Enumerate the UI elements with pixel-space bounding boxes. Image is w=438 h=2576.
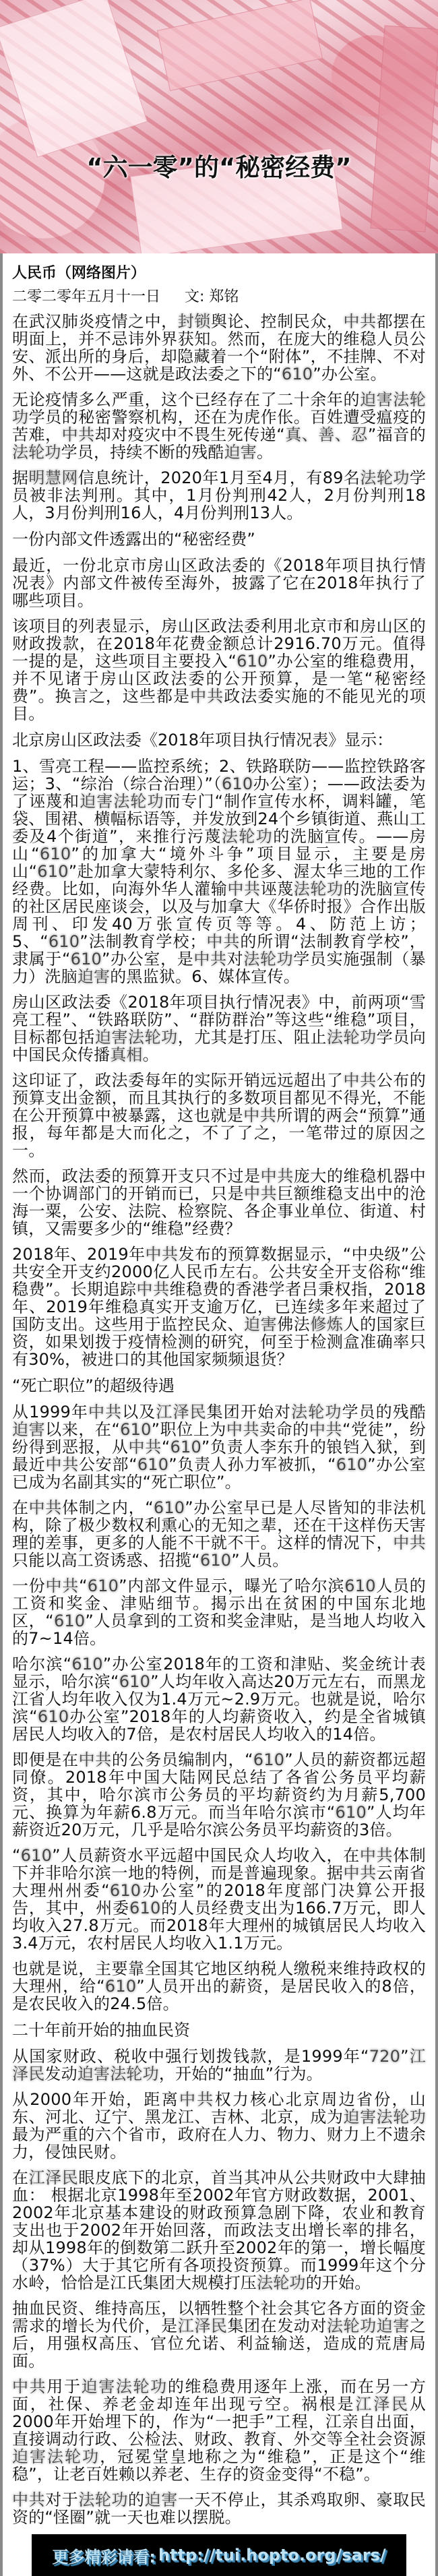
- highlighted-term: 中共: [12, 2377, 47, 2396]
- highlighted-term: 真、善、忍: [284, 425, 368, 444]
- highlighted-term: 610: [20, 1846, 53, 1865]
- highlighted-term: 法轮功: [291, 1403, 342, 1421]
- highlighted-term: 中共: [190, 687, 224, 706]
- paragraph: 中共用于迫害法轮功的维稳费用逐年上涨，而在另一方面，社保、养老金却连年出现亏空。祸根是江泽民从2000年开始埋下的，作为“一把手”工程，江亲自出面，直接调动行政、公检法、财政、教育、外交等全社会资源迫害法轮功，冠冕堂皇地称之为“维稳”，正是这个“维稳”，让老百姓赖以养老、生存的资金变得“不稳”。: [12, 2377, 427, 2484]
- paragraph: “610”人员薪资水平远超中国民众人均收入，在中共体制下并非哈尔滨一地的特例，而是普遍现象。据中共云南省大理州州委“610办公室”的2018年度部门决算公开报告，其中，州委610的人员经费支出为166.7万元，即人均收入27.8万元。而2018年大理州的城镇居民人均收入3.4万元，农村居民人均收入1.1万元。: [12, 1846, 427, 1953]
- highlighted-term: 中共: [359, 1846, 394, 1865]
- highlighted-term: 中共: [136, 1280, 170, 1299]
- highlighted-term: 610: [119, 1672, 151, 1691]
- highlighted-term: 中共: [28, 1498, 62, 1517]
- highlighted-term: 610: [39, 845, 71, 863]
- article-body: [0, 253, 438, 2576]
- highlighted-term: 中共: [12, 2490, 46, 2509]
- paragraph: 中共对于法轮功的迫害一天不停止，其杀鸡取卵、豪取民资的“怪圈”就一天也难以摆脱。: [12, 2490, 427, 2527]
- highlighted-term: 法轮功: [293, 880, 344, 898]
- paragraph: 从2000年开始，距离中共权力核心北京周边省份，山东、河北、辽宁、黑龙江、吉林、北京，成为迫害法轮功最为严重的六个省市，政府在人力、物力、财力上不遗余力，侵蚀民财。: [12, 2090, 427, 2161]
- paragraph: 在中共体制之内，“610”办公室早已是人尽皆知的非法机构，除了极少数权利熏心的无知之辈，还在干这样伤天害理的差事，更多的人能不干就不干。这样的情况下，中共只能以高工资诱惑、招揽“610”人员。: [12, 1498, 427, 1570]
- promo-link[interactable]: http://tui.hopto.org/sars/: [158, 2546, 386, 2565]
- paragraph: 1、雪亮工程——监控系统；2、铁路联防——监控铁路客运；3、“综治（综合治理）”（610办公室）；——政法委为了诬蔑和迫害法轮功而专门“制作宣传水杯，调料罐，笔袋、围裙、横幅标语等，并发放到24个乡镇街道、燕山工委及4个街道”，来推行污蔑法轮功的洗脑宣传。——房山“610”的加拿大“境外斗争”项目显示，主要是房山“610”赴加拿大蒙特利尔、多伦多、渥太华三地的工作经费。比如，向海外华人灌输中共诬蔑法轮功的洗脑宣传的社区居民座谈会，以及与加拿大《华侨时报》合作出版周刊、印发40万张宣传页等等。4、防范上访；5、“610”法制教育学校；中共的所谓“法制教育学校”，隶属于“610”办公室，是中共对法轮功学员实施强制（暴力）洗脑迫害的黑监狱。6、媒体宣传。: [12, 757, 427, 986]
- highlighted-term: 法轮功: [257, 2273, 306, 2292]
- highlighted-term: 610: [129, 1899, 161, 1918]
- highlighted-term: 中共: [61, 425, 95, 444]
- paragraph: 从国家财政、税收中强行划拨钱款，是1999年“720”江泽民发动迫害法轮功，开始的“抽血”行为。: [12, 2047, 426, 2083]
- highlighted-term: 迫害法轮功: [94, 1028, 178, 1047]
- highlighted-term: 法轮功: [360, 468, 410, 487]
- highlighted-term: 迫害法轮功: [12, 2447, 100, 2466]
- highlighted-term: 迫害法轮功: [81, 2377, 168, 2396]
- highlighted-term: 江泽民: [177, 2317, 228, 2335]
- highlighted-term: 法轮功: [221, 827, 274, 846]
- highlighted-term: 610: [221, 774, 253, 793]
- highlighted-term: 610: [71, 1655, 103, 1674]
- paragraph: 这印证了，政法委每年的实际开销远远超出了中共公布的预算支出金额，而且其执行的多数项目都见不得光，不能在公开预算中被暴露，这也就是中共所谓的两会“预算”通报，每年都是大而化之，不了了之，一笔带过的原因之一。: [12, 1071, 427, 1160]
- highlighted-term: 610: [199, 1551, 232, 1570]
- highlighted-term: 江泽民: [12, 2047, 426, 2083]
- banknote-decoration: [371, 26, 438, 233]
- highlighted-term: 中共: [193, 950, 227, 969]
- highlighted-term: 迫害法轮功: [80, 792, 164, 811]
- highlighted-term: 610: [170, 1438, 201, 1456]
- paragraph: 即便是在中共的公务员编制内，“610”人员的薪资都远超同僚。2018年中国大陆网民总结了各省公务员平均薪资，其中，哈尔滨市公务员的平均薪资约为月薪5,700元、换算为年薪6.8万元。而当年哈尔滨市“610”人均年薪资近20万元，几乎是哈尔滨公务员平均薪资的3倍。: [12, 1750, 427, 1839]
- banner-image: [0, 0, 438, 253]
- highlighted-term: 610: [335, 1803, 367, 1822]
- highlighted-term: 中共: [243, 1106, 277, 1125]
- highlighted-term: 610: [344, 1576, 376, 1595]
- highlighted-term: 迫害: [12, 1420, 46, 1439]
- highlighted-term: 迫害: [144, 2490, 178, 2509]
- highlighted-term: 中共: [45, 1576, 80, 1595]
- paragraph: 然而，政法委的预算开支只不过是中共庞大的维稳机器中一个协调部门的开销而已，只是中共巨额维稳支出中的沧海一粟，公安、法院、检察院、各企事业单位、街道、村镇，又需要多少的“维稳”经费？: [12, 1167, 427, 1238]
- highlighted-term: 修炼: [310, 1315, 344, 1334]
- highlighted-term: 中共: [179, 2090, 215, 2109]
- article-content: [12, 313, 426, 2526]
- highlighted-term: 中共: [244, 1184, 278, 1203]
- section-heading: 一份内部文件透露出的“秘密经费”: [12, 530, 255, 549]
- highlighted-term: 610: [237, 652, 268, 671]
- paragraph: 哈尔滨“610”办公室2018年的工资和津贴、奖金统计表显示，哈尔滨“610”人均年收入高达20万元左右，而黑龙江省人均年收入仅为1.4万元~2.9万元。也就是说，哈尔滨“610办公室”2018年的人均薪资收入，约是全省城镇居民人均收入的7倍，是农村居民人均收入的14倍。: [12, 1655, 426, 1744]
- highlighted-term: 江泽民: [156, 1403, 207, 1421]
- highlighted-term: 中共: [343, 1071, 377, 1090]
- author: 文: 郑铭: [185, 288, 239, 305]
- highlighted-term: 中共: [88, 1403, 123, 1421]
- highlighted-term: 610: [281, 365, 313, 384]
- highlighted-term: 中共: [145, 1245, 179, 1264]
- highlighted-term: 610: [336, 1455, 368, 1474]
- highlighted-term: 610: [109, 1881, 142, 1900]
- highlighted-term: 法轮功迫害: [326, 2317, 410, 2335]
- highlighted-term: 迫害法轮功: [77, 2064, 159, 2083]
- highlighted-term: 法轮功: [12, 443, 61, 462]
- highlighted-term: 610: [253, 1750, 285, 1769]
- highlighted-term: 610: [53, 1612, 86, 1630]
- section-heading: 二十年前开始的抽血民资: [12, 2021, 190, 2040]
- paragraph: 一份中共“610”内部文件显示，曝光了哈尔滨610人员的工资和奖金、津贴细节。揭示出在贫困的中国东北地区，“610”人员拿到的工资和奖金津贴，是当地人均收入的7~14倍。: [12, 1576, 426, 1648]
- highlighted-term: 迫害: [244, 1315, 278, 1334]
- highlighted-term: 中共: [128, 1438, 162, 1456]
- highlighted-term: 迫害: [77, 967, 111, 986]
- banknote-decoration: [0, 0, 148, 158]
- paragraph: 最近，一份北京市房山区政法委的《2018年项目执行情况表》内部文件被传至海外，披露了它在2018年执行了哪些项目。: [12, 556, 426, 610]
- highlighted-term: 江泽民: [28, 2168, 79, 2187]
- highlighted-term: 610: [48, 932, 80, 951]
- paragraph: 在江泽民眼皮底下的北京，首当其冲从公共财政中大肆抽血： 根据北京1998年至2002年官方财政数据，2001、2002年北京基本建设的财政预算急剧下降，农业和教育支出也于2002年开始回落，而政法支出增长率的排名，却从1998年的倒数第二跃升至2002年的第一，增长幅度（37%）大于其它所有各项投资预算。而1999年这个分水岭，恰恰是江氏集团大规模打压法轮功的开始。: [12, 2168, 426, 2292]
- highlighted-term: 610: [37, 1707, 69, 1726]
- highlighted-term: 中共: [78, 1750, 112, 1769]
- highlighted-term: 真相: [110, 1045, 143, 1064]
- highlighted-term: 迫害法轮功: [343, 2108, 426, 2126]
- highlighted-term: 中共: [260, 1167, 294, 1186]
- highlighted-term: 江泽民: [355, 2395, 410, 2414]
- paragraph: 抽血民资、维持高压，以牺牲整个社会其它各方面的资金需求的增长为代价，是江泽民集团在发动对法轮功迫害之后，用强权高压、官位允诺、利益输送，造成的荒唐局面。: [12, 2299, 427, 2370]
- highlighted-term: 中共: [343, 1864, 377, 1882]
- dateline: [12, 285, 426, 306]
- highlighted-term: 610: [120, 1420, 152, 1439]
- paragraph: 也就是说，主要靠全国其它地区纳税人缴税来维持政权的大理州，给“610”人员开出的薪资，是居民收入的8倍，是农民收入的24.5倍。: [12, 1959, 426, 2013]
- highlighted-term: 610: [153, 1498, 185, 1517]
- highlighted-term: 610: [104, 1977, 137, 1996]
- highlighted-term: 610: [37, 862, 69, 881]
- highlighted-term: 610: [137, 1455, 169, 1474]
- highlighted-term: 中共: [343, 312, 377, 331]
- highlighted-term: 720: [369, 2047, 401, 2066]
- paragraph: 房山区政法委《2018年项目执行情况表》中，前两项“雪亮工程”、“铁路联防”、“群防群治”等这些“维稳”项目，目标都包括迫害法轮功，尤其是打压、阻止法轮功学员向中国民众传播真相。: [12, 993, 427, 1064]
- paragraph: 在武汉肺炎疫情之中，封锁舆论、控制民众，中共都摆在明面上，并不忌讳外界获知。然而，在庞大的维稳人员公安、派出所的身后，却隐藏着一个“附体”，不挂牌、不对外、不公开——这就是政法委之下的“610”办公室。: [12, 312, 427, 384]
- section-heading: 北京房山区政法委《2018年项目执行情况表》显示：: [12, 731, 394, 749]
- banknote-decoration: [157, 0, 323, 91]
- highlighted-term: 610: [87, 1576, 119, 1595]
- promo-banner[interactable]: [32, 2534, 406, 2576]
- highlighted-term: 法轮功: [326, 1028, 377, 1047]
- article-title: “六一零”的“秘密经费”: [86, 153, 352, 182]
- publish-date: 二零二零年五月十一日: [12, 288, 161, 305]
- image-caption: 人民币（网络图片）: [12, 265, 146, 282]
- paragraph: 2018年、2019年中共发布的预算数据显示，“中央级”公共安全开支约2000亿人民币左右。公共安全开支俗称“维稳费”。长期追踪中共维稳费的香港学者吕秉权指，2018年、2019年维稳真实开支逾万亿，已连续多年来超过了国防支出。这些用于监控民众、迫害佛法修炼人的国家巨资，如果划拨于疫情检测的研究，何至于检测盒准确率只有30%，被进口的其他国家频频退货？: [12, 1245, 426, 1369]
- highlighted-term: 中共: [393, 1533, 426, 1552]
- highlighted-term: 中共: [206, 932, 241, 951]
- highlighted-term: 中共: [309, 1420, 343, 1439]
- highlighted-term: 迫害法轮功: [12, 390, 426, 427]
- section-heading: “死亡职位”的超级待遇: [12, 1376, 175, 1395]
- highlighted-term: 法轮功: [243, 950, 294, 969]
- highlighted-term: 中共: [226, 1420, 260, 1439]
- highlighted-term: 中共: [227, 880, 261, 898]
- highlighted-term: 610: [70, 950, 102, 969]
- highlighted-term: 明慧网: [28, 468, 78, 487]
- paragraph: 从1999年中共以及江泽民集团开始对法轮功学员的残酷迫害以来，在“610”职位上为中共卖命的中共“党徒”，纷纷得到恶报，从中共“610”负责人李东升的锒铛入狱，到最近中共公安部“610”负责人孙力军被抓，“610”办公室已成为名副其实的“死亡职位”。: [12, 1403, 427, 1492]
- highlighted-term: 法轮功: [78, 2490, 129, 2509]
- paragraph: 无论疫情多么严重，这个已经存在了二十余年的迫害法轮功学员的秘密警察机构，还在为虎作伥。百姓遭受瘟疫的苦难，中共却对疫灾中不畏生死传递“真、善、忍”福音的法轮功学员，持续不断的残酷迫害。: [12, 390, 427, 462]
- promo-label: 更多精彩请看:: [52, 2547, 156, 2567]
- paragraph: 据明慧网信息统计，2020年1月至4月，有89名法轮功学员被非法判刑。其中，1月份判刑42人，2月份判刑18人，3月份判刑16人，4月份判刑13人。: [12, 468, 427, 522]
- highlighted-term: 中共: [45, 1455, 79, 1474]
- highlighted-term: 迫害: [224, 443, 257, 462]
- paragraph: 该项目的列表显示，房山区政法委利用北京市和房山区的财政拨款，在2018年花费金额总计2916.70万元。值得一提的是，这些项目主要投入“610”办公室的维稳费用，并不见诸于房山区政法委的公开预算，是一笔“秘密经费”。换言之，这些都是中共政法委实施的不能见光的项目。: [12, 617, 427, 723]
- highlighted-term: 封锁: [177, 312, 211, 331]
